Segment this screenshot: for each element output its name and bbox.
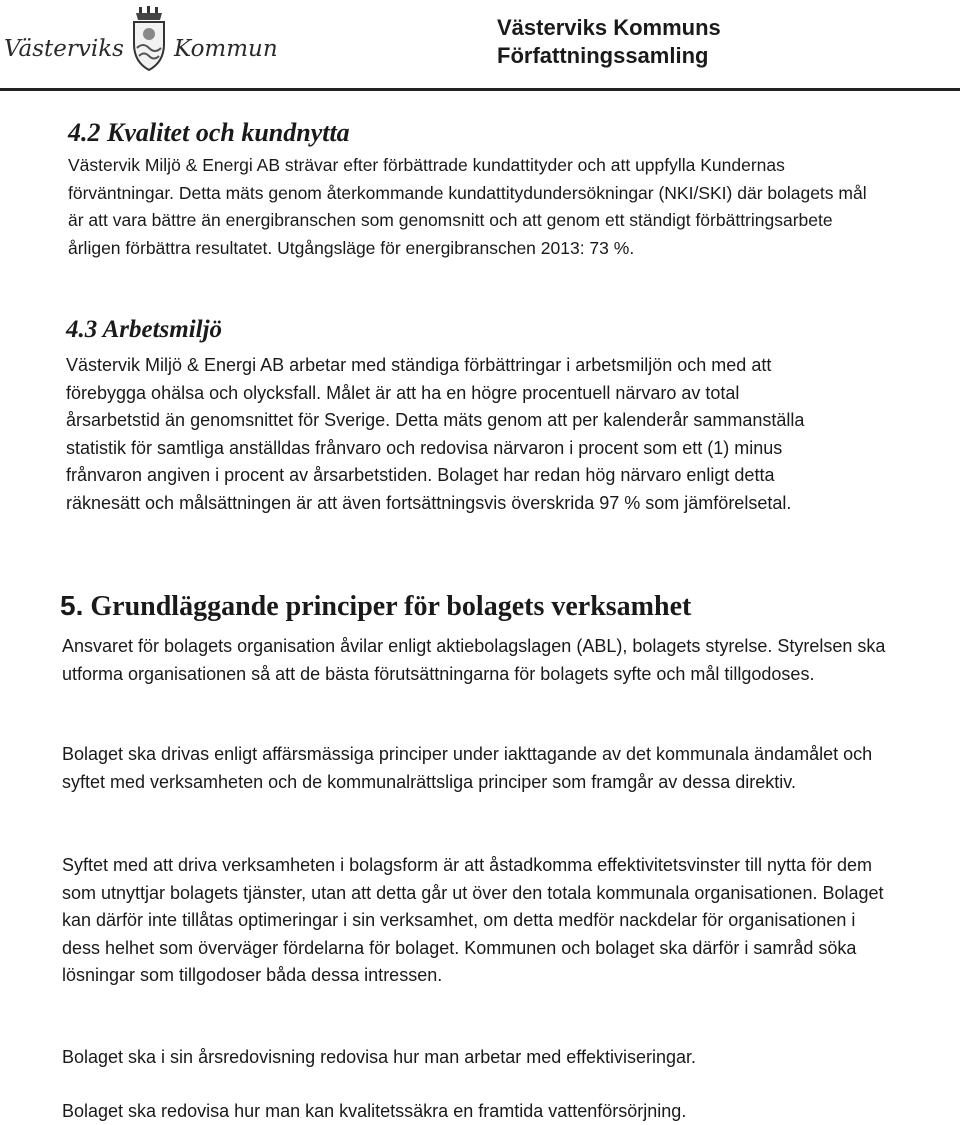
section-5-paragraph-2: Bolaget ska drivas enligt affärsmässiga principer under iakttagande av det kommunala ändamålet och syftet med verksamheten och de kommunalrättsliga principer som framgår av dessa direktiv.: [62, 744, 873, 792]
section-5-number: 5.: [60, 590, 84, 621]
municipality-logo: [4, 6, 278, 76]
section-4-3-heading: [66, 316, 222, 344]
logo-text-right: Kommun: [174, 36, 278, 62]
publication-title: [497, 14, 721, 70]
header-rule: [0, 88, 960, 91]
section-4-2-number: 4.2: [68, 118, 101, 147]
org-name: Västerviks Kommuns: [497, 15, 721, 40]
section-4-2-title: Kvalitet och kundnytta: [107, 118, 350, 147]
section-5-title: Grundläggande principer för bolagets verksamhet: [90, 591, 692, 622]
section-5-paragraph-1: Ansvaret för bolagets organisation åvilar enligt aktiebolagslagen (ABL), bolagets styrelse. Styrelsen ska utforma organisationen så att de bästa förutsättningarna för bolagets syfte och mål tillgodoses.: [62, 636, 886, 684]
section-4-3-title: Arbetsmiljö: [102, 316, 223, 343]
section-4-3-paragraph: Västervik Miljö & Energi AB arbetar med ständiga förbättringar i arbetsmiljön och med att förebygga ohälsa och olycksfall. Målet är att ha en högre procentuell närvaro av total årsarbetstid än genomsnittet för Sverige. Detta mäts genom att per kalenderår sammanställa statistik för samtliga anställdas frånvaro och redovisa närvaron i procent som ett (1) minus frånvaron angiven i procent av årsarbetstiden. Bolaget har redan hög närvaro enligt detta räknesätt och målsättningen är att även fortsättningsvis överskrida 97 % som jämförelsetal.: [66, 355, 805, 513]
logo-text-left: Västerviks: [4, 36, 124, 62]
section-5-paragraph-5: Bolaget ska redovisa hur man kan kvalitetssäkra en framtida vattenförsörjning.: [62, 1101, 687, 1121]
section-4-2-paragraph: Västervik Miljö & Energi AB strävar efter förbättrade kundattityder och att uppfylla Kundernas förväntningar. Detta mäts genom återkommande kundattitydundersökningar (NKI/SKI) där bolagets mål är att vara bättre än energibranschen som genomsnitt och att genom ett ständigt förbättringsarbete årligen förbättra resultatet. Utgångsläge för energibranschen 2013: 73 %.: [68, 155, 867, 258]
section-5-paragraph-4: Bolaget ska i sin årsredovisning redovisa hur man arbetar med effektiviseringar.: [62, 1047, 696, 1067]
section-5-heading: [60, 590, 691, 623]
collection-name: Författningssamling: [497, 43, 709, 68]
section-4-2-heading: [68, 118, 350, 148]
coat-of-arms-icon: [126, 6, 172, 72]
section-5-paragraph-3: Syftet med att driva verksamheten i bolagsform är att åstadkomma effektivitetsvinster till nytta för dem som utnyttjar bolagets tjänster, utan att detta går ut över den totala kommunala organisationen. Bolaget kan därför inte tillåtas optimeringar i sin verksamhet, om detta medför nackdelar för organisationen i dess helhet som överväger fördelarna för bolaget. Kommunen och bolaget ska därför i samråd söka lösningar som tillgodoser båda dessa intressen.: [62, 855, 884, 985]
page-header: [0, 0, 960, 92]
section-4-3-number: 4.3: [66, 316, 98, 343]
